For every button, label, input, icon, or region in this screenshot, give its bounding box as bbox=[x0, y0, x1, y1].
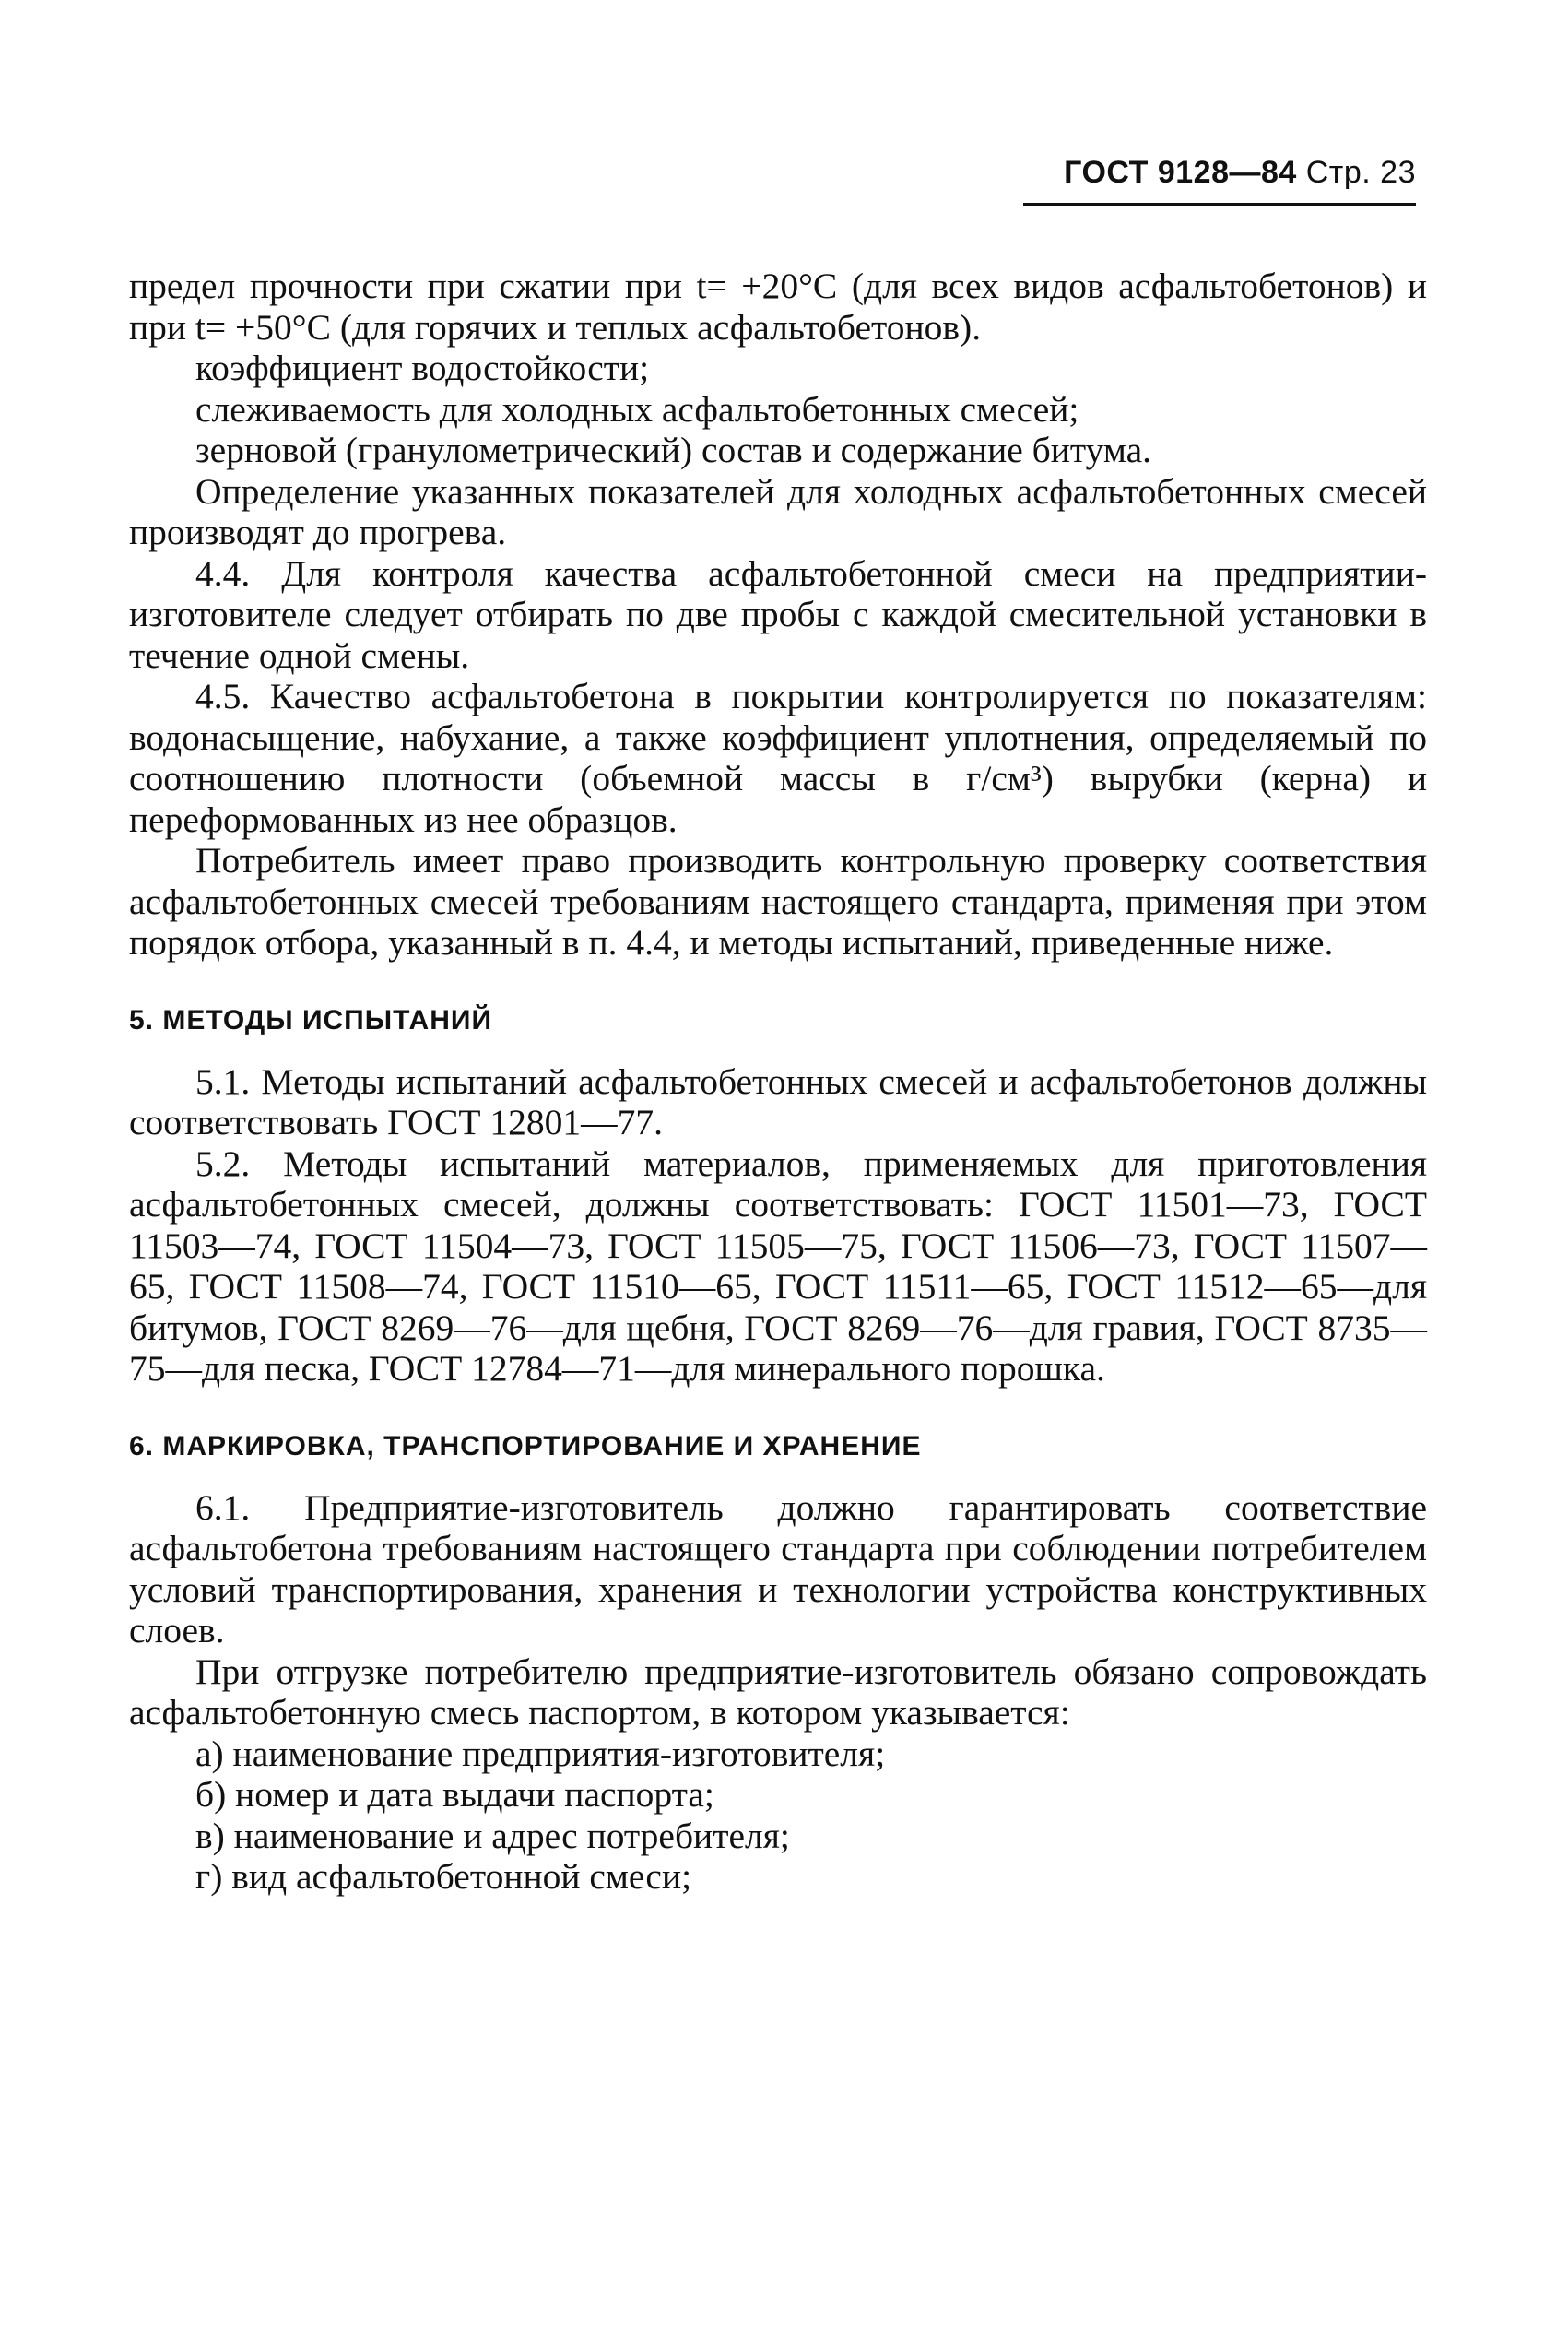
document-body bbox=[129, 266, 1427, 1898]
page-header bbox=[1064, 155, 1416, 191]
paragraph-consumer-right: Потребитель имеет право производить контрольную проверку соответствия асфальтобетонных смесей требованиям настоящего стандарта, применяя при этом порядок отбора, указанный в п. 4.4, и методы испытаний, приведенные ниже. bbox=[129, 840, 1427, 963]
list-item-v: в) наименование и адрес потребителя; bbox=[195, 1815, 790, 1856]
paragraph-grain-composition: зерновой (гранулометрический) состав и содержание битума. bbox=[195, 430, 1151, 470]
list-item-a: а) наименование предприятия-изготовителя; bbox=[195, 1733, 886, 1774]
paragraph-caking: слеживаемость для холодных асфальтобетонных смесей; bbox=[195, 388, 1079, 430]
clause-4-4: 4.4. Для контроля качества асфальтобетонной смеси на предприятии-изготовителе следует отбирать по две пробы с каждой смесительной установки в течение одной смены. bbox=[129, 552, 1427, 676]
paragraph-shipment: При отгрузке потребителю предприятие-изготовитель обязано сопровождать асфальтобетонную смесь паспортом, в котором указывается: bbox=[129, 1651, 1427, 1733]
clause-5-2: 5.2. Методы испытаний материалов, применяемых для приготовления асфальтобетонных смесей, должны соответствовать: ГОСТ 11501—73, ГОСТ 11503—74, ГОСТ 11504—73, ГОСТ 11505—75, ГОСТ 11506—73, ГОСТ 11507—65, ГОСТ 11508—74, ГОСТ 11510—65, ГОСТ 11511—65, ГОСТ 11512—65—для битумов, ГОСТ 8269—76—для щебня, ГОСТ 8269—76—для гравия, ГОСТ 8735—75—для песка, ГОСТ 12784—71—для минерального порошка. bbox=[129, 1142, 1427, 1389]
page-number: Стр. 23 bbox=[1305, 155, 1416, 190]
paragraph-strength: предел прочности при сжатии при t= +20°С (для всех видов асфальтобетонов) и при t= +50°С (для горячих и теплых асфальтобетонов). bbox=[129, 266, 1427, 348]
paragraph-water-resistance: коэффициент водостойкости; bbox=[195, 348, 650, 388]
section-5-title: 5. МЕТОДЫ ИСПЫТАНИЙ bbox=[129, 1004, 492, 1035]
clause-5-1: 5.1. Методы испытаний асфальтобетонных смесей и асфальтобетонов должны соответствовать ГОСТ 12801—77. bbox=[129, 1060, 1427, 1142]
paragraph-definition: Определение указанных показателей для холодных асфальтобетонных смесей производят до прогрева. bbox=[129, 470, 1427, 552]
section-6-title: 6. МАРКИРОВКА, ТРАНСПОРТИРОВАНИЕ И ХРАНЕНИЕ bbox=[129, 1430, 922, 1461]
list-item-g: г) вид асфальтобетонной смеси; bbox=[195, 1856, 692, 1897]
header-rule bbox=[1023, 203, 1416, 206]
clause-6-1: 6.1. Предприятие-изготовитель должно гарантировать соответствие асфальтобетона требованиям настоящего стандарта при соблюдении потребителем условий транспортирования, хранения и технологии устройства конструктивных слоев. bbox=[129, 1486, 1427, 1651]
document-reference: ГОСТ 9128—84 bbox=[1064, 155, 1297, 190]
list-item-b: б) номер и дата выдачи паспорта; bbox=[195, 1774, 714, 1815]
clause-4-5: 4.5. Качество асфальтобетона в покрытии контролируется по показателям: водонасыщение, набухание, а также коэффициент уплотнения, определяемый по соотношению плотности (объемной массы в г/см³) вырубки (керна) и переформованных из нее образцов. bbox=[129, 676, 1427, 840]
